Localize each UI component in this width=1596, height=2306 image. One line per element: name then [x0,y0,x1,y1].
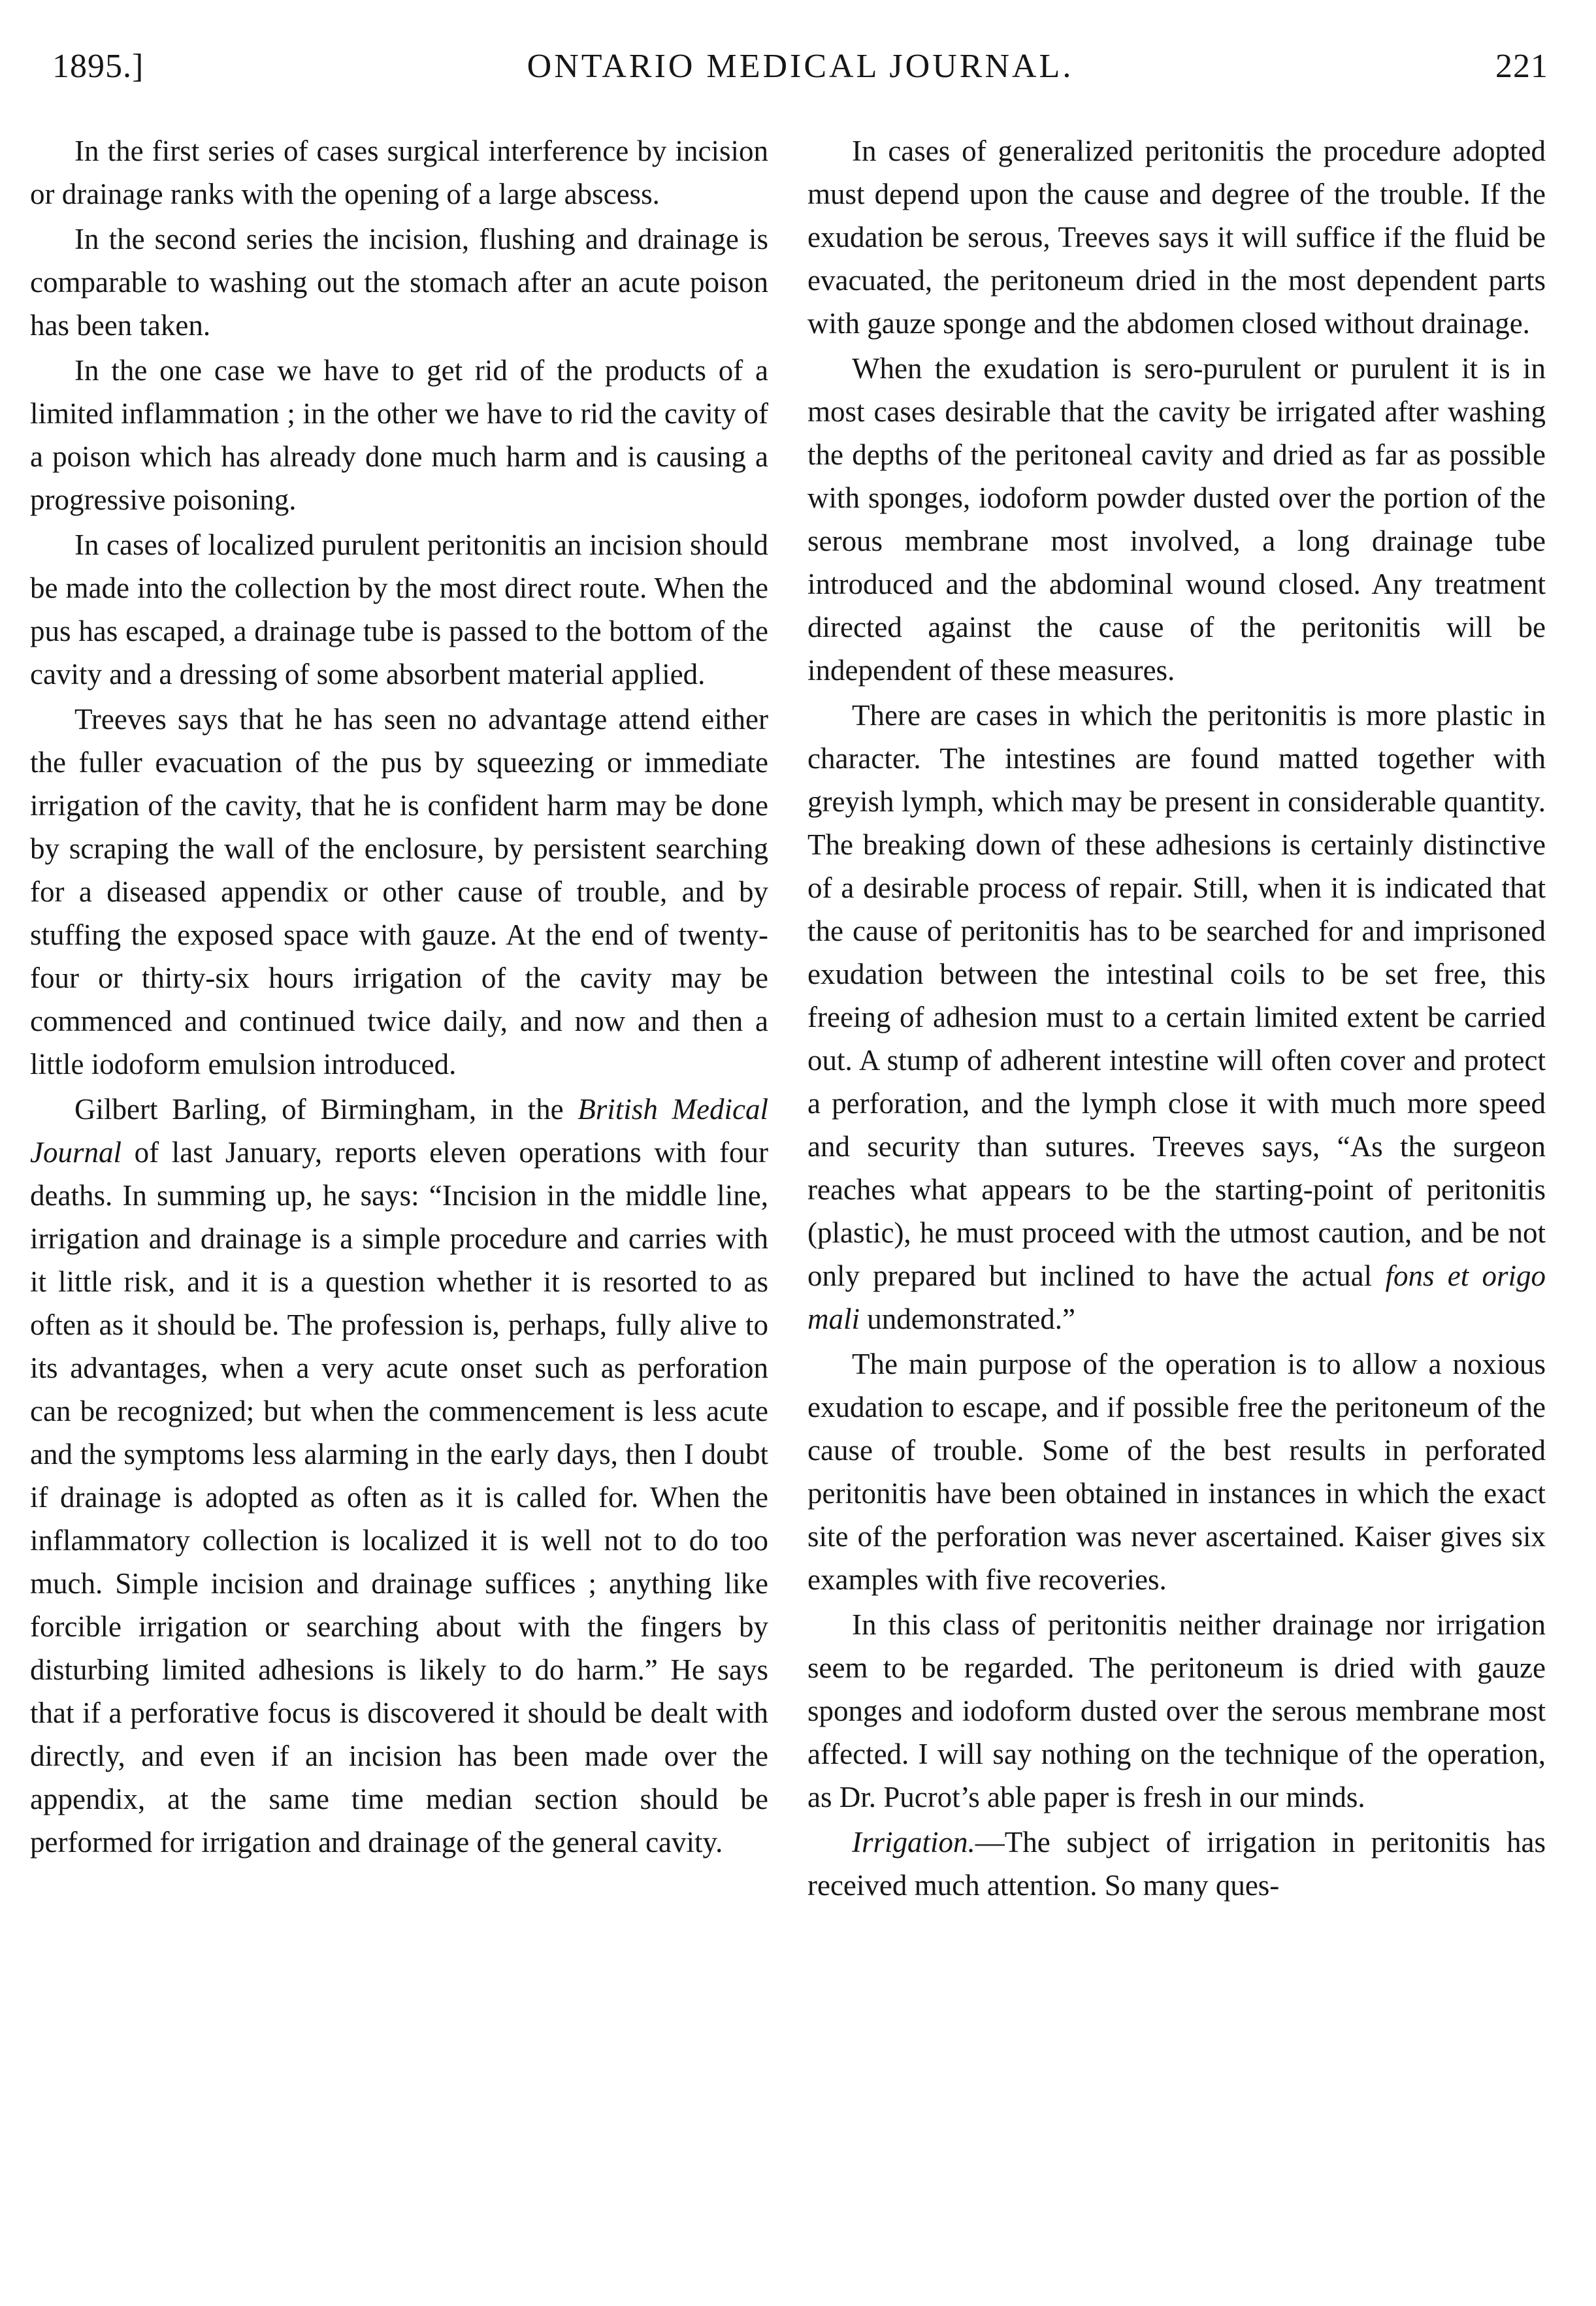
latin-phrase: fons et origo mali [807,1259,1546,1335]
left-column [30,129,768,1866]
paragraph [30,698,768,1086]
paragraph [30,523,768,696]
text-run: In cases of generalized peritonitis the procedure adopted must depend upon the cause and degree of the trouble. If the exudation be serous, Treeves says it will suffice if the fluid be evacuated, the peritoneum dried in the most dependent parts with gauze sponge and the abdomen closed without drainage. [807,135,1546,340]
text-run: In cases of localized purulent peritonitis an incision should be made into the collection by the most direct route. When the pus has escaped, a drainage tube is passed to the bottom of the cavity and a dressing of some absorbent material applied. [30,528,768,690]
text-run: The main purpose of the operation is to allow a noxious exudation to escape, and if possible free the peritoneum of the cause of trouble. Some of the best results in perforated peritonitis have been obtained in instances in which the exact site of the perforation was never ascertained. Kaiser gives six examples with five recoveries. [807,1348,1546,1596]
paragraph [807,129,1546,345]
paragraph [807,1603,1546,1819]
paragraph [30,1088,768,1864]
running-header [52,33,1548,91]
section-heading: Irrigation. [852,1826,975,1859]
journal-title: ONTARIO MEDICAL JOURNAL. [527,48,1074,85]
text-run: —The subject of irrigation in peritonitis has received much attention. So many ques- [807,1826,1546,1902]
paragraph [807,1821,1546,1907]
text-run: When the exudation is sero-purulent or purulent it is in most cases desirable that the cavity be irrigated after washing the depths of the peritoneal cavity and dried as far as possible with sponges, iodoform powder dusted over the portion of the serous membrane most involved, a long drainage tube introduced and the abdominal wound closed. Any treatment directed against the cause of the peritonitis will be independent of these measures. [807,352,1546,687]
text-run: In the first series of cases surgical interference by incision or drainage ranks with the opening of a large abscess. [30,135,768,210]
paragraph [30,218,768,347]
paragraph [30,349,768,521]
header-year: 1895.] [52,48,144,85]
paragraph [30,129,768,216]
text-run: undemonstrated.” [860,1303,1075,1335]
text-run: There are cases in which the peritonitis is more plastic in character. The intestines are found matted together with greyish lymph, which may be present in considerable quantity. The breaking down of these adhesions is certainly distinctive of a desirable process of repair. Still, when it is indicated that the cause of peritonitis has to be searched for and imprisoned exudation between the intestinal coils to be set free, this freeing of adhesion must to a certain limited extent be carried out. A stump of adherent intestine will often cover and protect a perforation, and the lymph close it with much more speed and security than sutures. Treeves says, “As the surgeon reaches what appears to be the starting-point of peritonitis (plastic), he must proceed with the utmost caution, and be not only prepared but inclined to have the actual [807,699,1546,1292]
text-run: of last January, reports eleven operations with four deaths. In summing up, he says: “Incision in the middle line, irrigation and drainage is a simple procedure and carries with it little risk, and it is a question whether it is resorted to as often as it should be. The profession is, perhaps, fully alive to its advantages, when a very acute onset such as perforation can be recognized; but when the commencement is less acute and the symptoms less alarming in the early days, then I doubt if drainage is adopted as often as it is called for. When the inflammatory collection is localized it is well not to do too much. Simple incision and drainage suffices ; anything like forcible irrigation or searching about with the fingers by disturbing limited adhesions is likely to do harm.” He says that if a perforative focus is discovered it should be dealt with directly, and even if an incision has been made over the appendix, at the same time median section should be performed for irrigation and drainage of the general cavity. [30,1136,768,1859]
journal-citation: British Medical Journal [30,1093,768,1169]
right-column [807,129,1546,1909]
paragraph [807,1342,1546,1601]
paragraph [807,347,1546,692]
text-run: Treeves says that he has seen no advantage attend either the fuller evacuation of the pus by squeezing or immediate irrigation of the cavity, that he is confident harm may be done by scraping the wall of the enclosure, by persistent searching for a diseased appendix or other cause of trouble, and by stuffing the exposed space with gauze. At the end of twenty-four or thirty-six hours irrigation of the cavity may be commenced and continued twice daily, and now and then a little iodoform emulsion introduced. [30,703,768,1080]
text-run: In this class of peritonitis neither drainage nor irrigation seem to be regarded. The peritoneum is dried with gauze sponges and iodoform dusted over the serous membrane most affected. I will say nothing on the technique of the operation, as Dr. Pucrot’s able paper is fresh in our minds. [807,1608,1546,1813]
paragraph [807,694,1546,1340]
page-number: 221 [1495,48,1548,85]
text-run: In the second series the incision, flushing and drainage is comparable to washing out the stomach after an acute poison has been taken. [30,223,768,342]
text-run: Gilbert Barling, of Birmingham, in the [74,1093,578,1126]
text-run: In the one case we have to get rid of the products of a limited inflammation ; in the other we have to rid the cavity of a poison which has already done much harm and is causing a progressive poisoning. [30,354,768,516]
